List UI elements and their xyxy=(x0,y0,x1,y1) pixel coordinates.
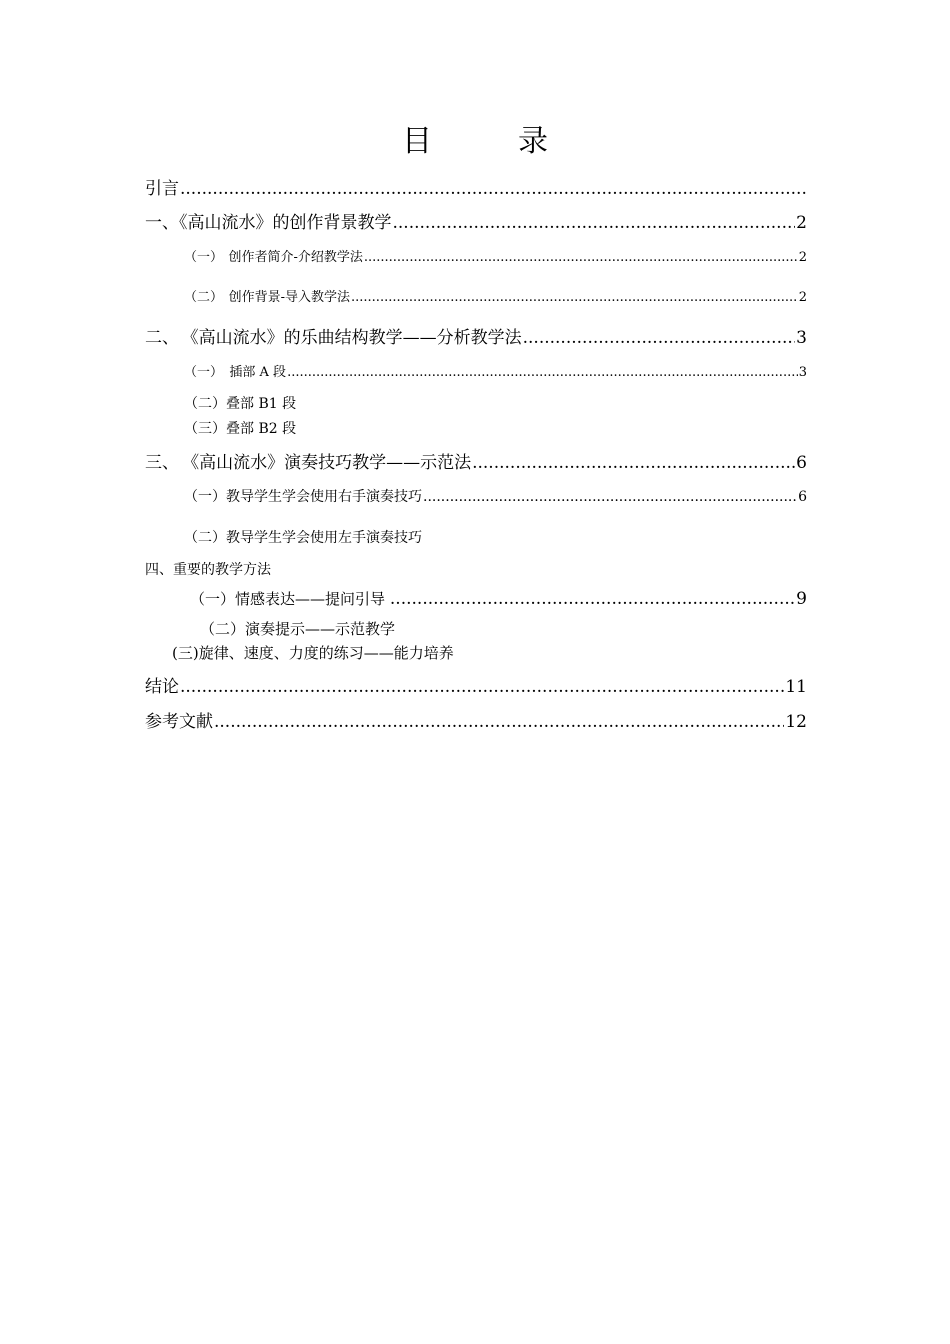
toc-entry-number: 二、 xyxy=(145,328,179,348)
dot-leader xyxy=(364,250,798,265)
dot-leader xyxy=(180,677,784,697)
toc-entry-number: （一） xyxy=(184,365,224,380)
toc-entry-label: （一）教导学生学会使用右手演奏技巧 xyxy=(184,489,422,505)
toc-entry-section-2[interactable] xyxy=(145,323,807,348)
toc-entry-references[interactable] xyxy=(145,707,807,732)
toc-title: 目 录 xyxy=(402,124,576,159)
toc-entry-number: （一） xyxy=(184,250,224,265)
toc-entry-section-4[interactable] xyxy=(145,559,807,579)
toc-entry-label: （一）情感表达——提问引导 xyxy=(190,590,386,608)
dot-leader xyxy=(523,328,796,348)
toc-entry-section-2-1[interactable] xyxy=(184,361,807,380)
dot-leader xyxy=(472,453,795,473)
toc-page-number: 6 xyxy=(798,489,807,505)
toc-page-number: 11 xyxy=(785,677,807,697)
toc-entry-intro[interactable] xyxy=(145,174,807,199)
toc-entry-section-1[interactable] xyxy=(145,208,807,233)
toc-entry-label: (三)旋律、速度、力度的练习——能力培养 xyxy=(172,644,454,662)
toc-entry-label: 一、《高山流水》的创作背景教学 xyxy=(145,213,392,233)
dot-leader xyxy=(390,589,795,609)
dot-leader xyxy=(423,489,797,505)
toc-page-number: 2 xyxy=(798,250,807,265)
toc-page-number: 2 xyxy=(798,290,807,305)
toc-entry-section-2-2[interactable] xyxy=(184,393,807,413)
toc-entry-number: 三、 xyxy=(145,453,179,473)
toc-page-number: 3 xyxy=(796,328,807,348)
toc-entry-label: （二）教导学生学会使用左手演奏技巧 xyxy=(184,530,422,546)
toc-entry-label: （二）叠部 B1 段 xyxy=(184,396,297,412)
toc-entry-section-4-2[interactable] xyxy=(200,618,807,639)
toc-page-number: 6 xyxy=(796,453,807,473)
toc-entry-section-3-1[interactable] xyxy=(184,486,807,506)
toc-entry-section-3[interactable] xyxy=(145,448,807,473)
toc-entry-conclusion[interactable] xyxy=(145,672,807,697)
toc-entry-label: 创作背景-导入教学法 xyxy=(228,290,351,305)
toc-entry-label: 参考文献 xyxy=(145,712,213,732)
toc-page-number: 2 xyxy=(796,213,807,233)
toc-entry-label: 结论 xyxy=(145,677,179,697)
toc-entry-label: 引言 xyxy=(145,179,179,199)
toc-entry-section-2-3[interactable] xyxy=(184,418,807,438)
toc-entry-section-4-3[interactable] xyxy=(172,642,807,663)
toc-entry-label: 《高山流水》的乐曲结构教学——分析教学法 xyxy=(181,328,522,348)
dot-leader xyxy=(287,365,798,380)
toc-entry-label: 《高山流水》演奏技巧教学——示范法 xyxy=(182,453,472,473)
toc-entry-label: 插部 A 段 xyxy=(229,365,287,380)
dot-leader xyxy=(214,712,784,732)
toc-entry-section-1-2[interactable] xyxy=(184,286,807,305)
toc-entry-section-1-1[interactable] xyxy=(184,246,807,265)
toc-entry-label: （二）演奏提示——示范教学 xyxy=(200,620,396,638)
toc-page-number: 12 xyxy=(785,712,807,732)
toc-entry-number: （二） xyxy=(184,290,224,305)
dot-leader xyxy=(180,179,806,199)
toc-page-number: 3 xyxy=(798,365,807,380)
toc-entry-section-4-1[interactable] xyxy=(190,588,807,609)
dot-leader xyxy=(351,290,798,305)
dot-leader xyxy=(393,213,796,233)
toc-entry-label: 四、重要的教学方法 xyxy=(145,562,271,578)
toc-page-number: 9 xyxy=(796,589,807,609)
toc-entry-section-3-2[interactable] xyxy=(184,527,807,547)
toc-entry-label: （三）叠部 B2 段 xyxy=(184,421,297,437)
toc-entry-label: 创作者简介-介绍教学法 xyxy=(228,250,363,265)
